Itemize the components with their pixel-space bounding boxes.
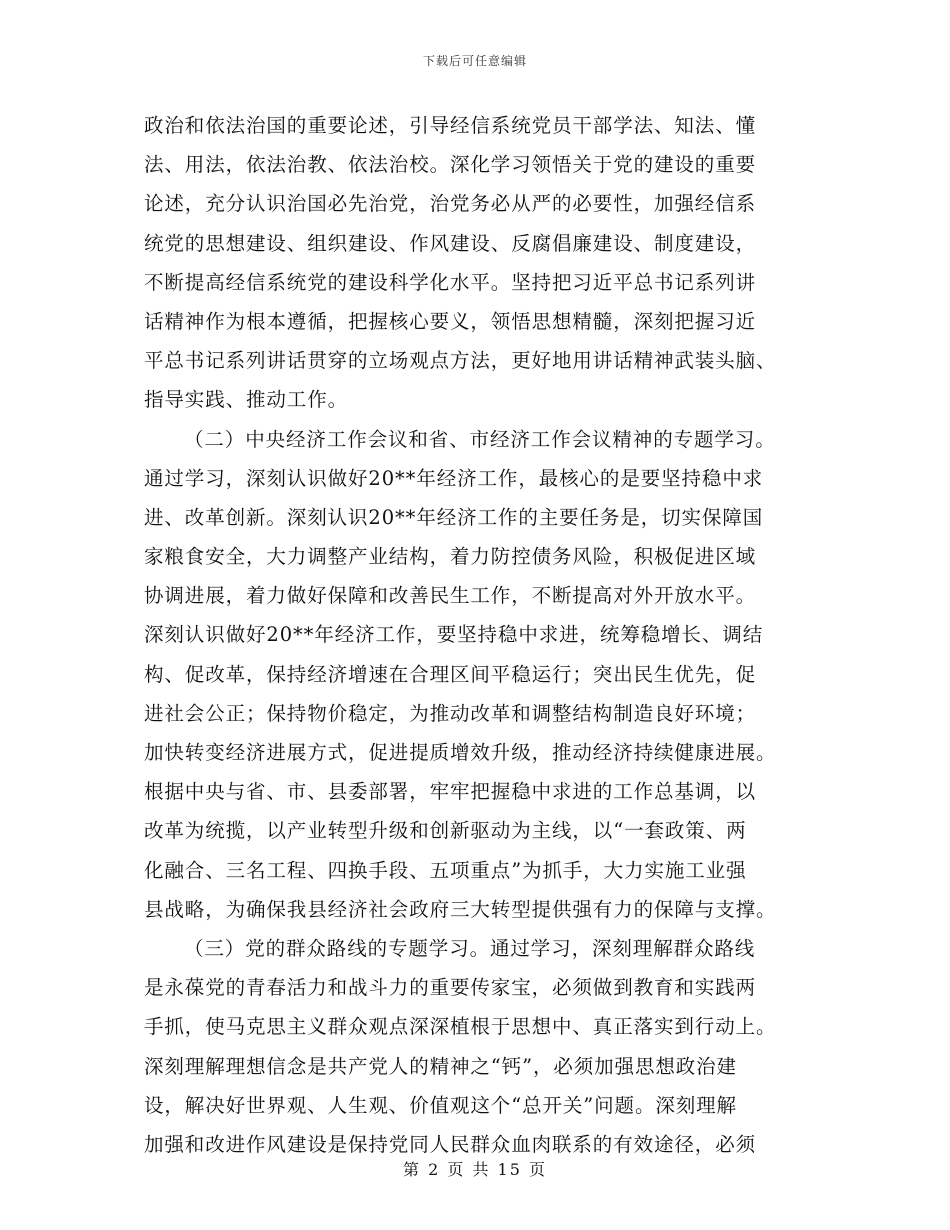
body-line: 构、促改革，保持经济增速在合理区间平稳运行；突出民生优先，促 [144, 662, 757, 686]
body-line: 县战略，为确保我县经济社会政府三大转型提供强有力的保障与支撑。 [144, 897, 777, 921]
document-body [144, 106, 824, 1164]
body-line: 加快转变经济进展方式，促进提质增效升级，推动经济持续健康进展。 [144, 741, 777, 764]
body-line: 指导实践、推动工作。 [144, 388, 349, 412]
body-line: 家粮食安全，大力调整产业结构，着力防控债务风险，积极促进区域 [144, 545, 757, 569]
body-line: 统党的思想建设、组织建设、作风建设、反腐倡廉建设、制度建设， [144, 231, 757, 255]
page-number-footer: 第 2 页 共 15 页 [403, 1160, 547, 1179]
body-line: 不断提高经信系统党的建设科学化水平。坚持把习近平总书记系列讲 [144, 270, 757, 294]
body-line: 通过学习，深刻认识做好20**年经济工作，最核心的是要坚持稳中求 [144, 466, 764, 490]
body-line: 进社会公正；保持物价稳定，为推动改革和调整结构制造良好环境； [144, 701, 757, 725]
body-line: 话精神作为根本遵循，把握核心要义，领悟思想精髓，深刻把握习近 [144, 309, 757, 333]
body-line: 加强和改进作风建设是保持党同人民群众血肉联系的有效途径，必须 [144, 1132, 757, 1156]
body-line: 手抓，使马克思主义群众观点深深植根于思想中、真正落实到行动上。 [144, 1015, 777, 1039]
body-line: 政治和依法治国的重要论述，引导经信系统党员干部学法、知法、懂 [144, 114, 757, 137]
section-heading-line: （三）党的群众路线的专题学习。通过学习，深刻理解群众路线 [184, 936, 756, 960]
body-line: 深刻认识做好20**年经济工作，要坚持稳中求进，统筹稳增长、调结 [144, 623, 764, 647]
section-heading-line: （二）中央经济工作会议和省、市经济工作会议精神的专题学习。 [184, 427, 776, 451]
body-line: 改革为统揽，以产业转型升级和创新驱动为主线，以“一套政策、两 [144, 819, 747, 843]
page-header: 下载后可任意编辑 [422, 54, 527, 68]
body-line: 进、改革创新。深刻认识20**年经济工作的主要任务是，切实保障国 [144, 505, 764, 529]
body-line: 根据中央与省、市、县委部署，牢牢把握稳中求进的工作总基调，以 [144, 780, 757, 804]
body-line: 法、用法，依法治教、依法治校。深化学习领悟关于党的建设的重要 [144, 153, 757, 177]
body-line: 深刻理解理想信念是共产党人的精神之“钙”，必须加强思想政治建 [144, 1054, 737, 1078]
body-line: 论述，充分认识治国必先治党，治党务必从严的必要性，加强经信系 [144, 192, 757, 216]
body-line: 协调进展，着力做好保障和改善民生工作，不断提高对外开放水平。 [144, 584, 757, 608]
body-line: 化融合、三名工程、四换手段、五项重点”为抓手，大力实施工业强 [144, 858, 747, 882]
body-line: 是永葆党的青春活力和战斗力的重要传家宝，必须做到教育和实践两 [144, 976, 757, 1000]
body-line: 平总书记系列讲话贯穿的立场观点方法，更好地用讲话精神武装头脑、 [144, 349, 777, 373]
body-line: 设，解决好世界观、人生观、价值观这个“总开关”问题。深刻理解 [144, 1093, 737, 1117]
